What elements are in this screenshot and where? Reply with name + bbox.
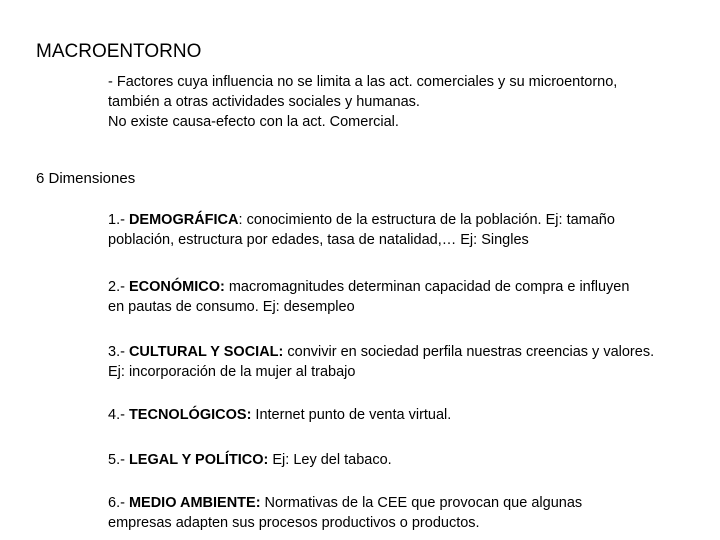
dimension-name: ECONÓMICO: (128, 279, 225, 295)
dimension-number: 6.- (108, 495, 129, 511)
dimension-name: LEGAL Y POLÍTICO: (128, 452, 269, 468)
dimension-line (108, 450, 708, 470)
dimension-text: Normativas de la CEE que provocan que algunas (260, 495, 583, 511)
dimension-number: 4.- (108, 407, 129, 423)
dimension-line: en pautas de consumo. Ej: desempleo (108, 299, 355, 315)
dimension-line (108, 210, 708, 230)
dimension-line: Ej: incorporación de la mujer al trabajo (108, 364, 356, 380)
page-title: MACROENTORNO (36, 41, 202, 62)
dimension-medio-ambiente (108, 493, 708, 533)
intro-line: No existe causa-efecto con la act. Comercial. (108, 114, 399, 130)
dimension-line (108, 342, 708, 362)
dimension-number: 5.- (108, 452, 129, 468)
intro-line: también a otras actividades sociales y humanas. (108, 94, 420, 110)
dimension-line: empresas adapten sus procesos productivos o productos. (108, 515, 480, 531)
dimension-name: DEMOGRÁFICA (128, 212, 239, 228)
intro-line: - Factores cuya influencia no se limita a las act. comerciales y su microentorno, (108, 74, 618, 90)
dimension-text: : conocimiento de la estructura de la población. Ej: tamaño (238, 212, 615, 228)
dimension-tecnologicos (108, 405, 708, 425)
dimension-text: Internet punto de venta virtual. (251, 407, 452, 423)
dimension-number: 3.- (108, 344, 129, 360)
dimension-line (108, 493, 708, 513)
dimension-number: 2.- (108, 279, 129, 295)
dimension-cultural-social (108, 342, 708, 382)
dimension-name: CULTURAL Y SOCIAL: (128, 344, 284, 360)
dimension-text: Ej: Ley del tabaco. (268, 452, 392, 468)
intro-paragraph (108, 72, 708, 132)
dimension-line: población, estructura por edades, tasa de natalidad,… Ej: Singles (108, 232, 529, 248)
dimension-text: macromagnitudes determinan capacidad de compra e influyen (224, 279, 630, 295)
dimension-economico (108, 277, 708, 317)
dimension-text: convivir en sociedad perfila nuestras creencias y valores. (283, 344, 655, 360)
dimension-demografica (108, 210, 708, 250)
dimension-legal-politico (108, 450, 708, 470)
dimensions-heading: 6 Dimensiones (36, 170, 136, 187)
dimension-number: 1.- (108, 212, 129, 228)
dimension-name: TECNOLÓGICOS: (128, 407, 252, 423)
dimension-line (108, 405, 708, 425)
dimension-name: MEDIO AMBIENTE: (128, 495, 261, 511)
dimension-line (108, 277, 708, 297)
